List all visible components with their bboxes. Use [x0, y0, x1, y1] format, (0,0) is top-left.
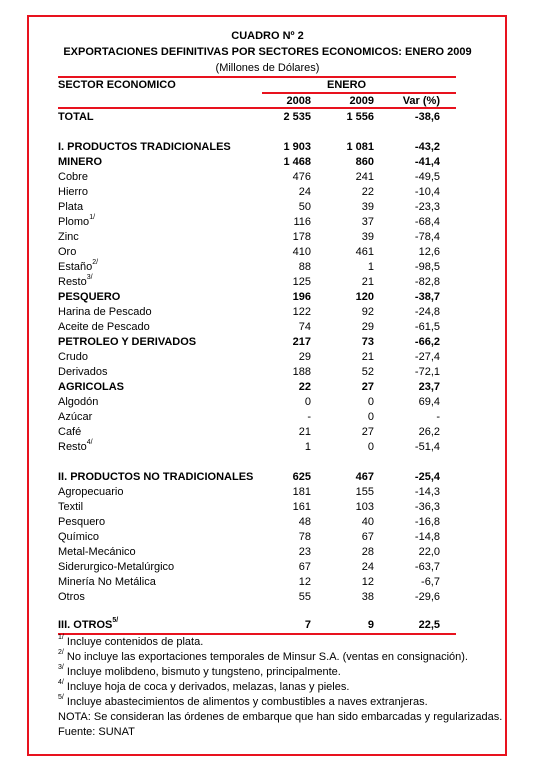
value-2008: 29: [298, 351, 311, 363]
header-top-rule: [58, 76, 456, 78]
value-var: -16,8: [414, 516, 440, 528]
footnote: [58, 636, 203, 648]
footnote-marker: 1/: [58, 634, 64, 641]
table-row: [58, 246, 442, 260]
value-var: -24,8: [414, 306, 440, 318]
header-2009: 2009: [349, 95, 374, 107]
table-row: [58, 471, 442, 485]
value-2009: 21: [361, 351, 374, 363]
footnote-marker: 3/: [58, 664, 64, 671]
value-2009: 38: [361, 591, 374, 603]
table-row: [58, 396, 442, 410]
value-2008: 217: [292, 336, 311, 348]
table-row: [58, 156, 442, 170]
value-2009: 21: [361, 276, 374, 288]
table-row: [58, 276, 442, 290]
value-2008: 0: [304, 396, 311, 408]
table-row: [58, 619, 442, 633]
row-label: Aceite de Pescado: [58, 321, 150, 333]
value-2008: 78: [298, 531, 311, 543]
value-var: 22,0: [418, 546, 440, 558]
footnote: [58, 651, 468, 663]
table-row: [58, 576, 442, 590]
table-row: [58, 291, 442, 305]
value-2008: 55: [298, 591, 311, 603]
row-label: Café: [58, 426, 82, 438]
value-2009: 860: [355, 156, 374, 168]
value-var: -43,2: [414, 141, 440, 153]
table-row: [58, 486, 442, 500]
row-footnote-marker: 3/: [86, 274, 93, 281]
value-var: -23,3: [414, 201, 440, 213]
table-row: [58, 381, 442, 395]
row-label: Zinc: [58, 231, 79, 243]
value-2009: 467: [355, 471, 374, 483]
value-2008: 178: [292, 231, 311, 243]
value-2008: 122: [292, 306, 311, 318]
row-label: Resto$^{4/}$: [58, 439, 93, 453]
table-row: [58, 111, 442, 125]
value-2009: 241: [355, 171, 374, 183]
table-bottom-rule: [58, 633, 456, 635]
value-2008: 116: [293, 216, 311, 228]
value-2008: 48: [298, 516, 311, 528]
table-row: [58, 426, 442, 440]
value-var: 12,6: [418, 246, 440, 258]
value-var: -72,1: [414, 366, 440, 378]
value-2009: 29: [361, 321, 374, 333]
value-var: -36,3: [414, 501, 440, 513]
value-2008: 125: [292, 276, 311, 288]
table-row: [58, 531, 442, 545]
value-2008: 188: [292, 366, 311, 378]
table-row: [58, 366, 442, 380]
table-row: [58, 546, 442, 560]
row-label: Estaño$^{2/}$: [58, 259, 99, 273]
table-row: [58, 261, 442, 275]
value-var: 26,2: [418, 426, 440, 438]
table-units: (Millones de Dólares): [215, 62, 320, 74]
table-number: CUADRO Nº 2: [231, 30, 304, 42]
row-label: Derivados: [58, 366, 108, 378]
header-sector: SECTOR ECONOMICO: [58, 79, 176, 91]
value-var: -29,6: [414, 591, 440, 603]
table-row: [58, 201, 442, 215]
value-2009: 0: [367, 441, 374, 453]
table-row: [58, 351, 442, 365]
value-2009: 120: [355, 291, 374, 303]
header-period-rule: [262, 92, 456, 94]
value-var: -: [436, 411, 440, 423]
table-row: [58, 321, 442, 335]
value-2009: 28: [361, 546, 374, 558]
row-label: Textil: [58, 501, 84, 513]
table-row: [58, 561, 442, 575]
row-label: Azúcar: [58, 411, 93, 423]
value-2009: 0: [367, 396, 374, 408]
value-var: -25,4: [414, 471, 440, 483]
row-label: III. $OTROS^{5/}$: [58, 617, 119, 631]
value-2009: 40: [361, 516, 374, 528]
row-label: MINERO: [58, 156, 102, 168]
footnote-text: Incluye contenidos de plata.: [63, 636, 204, 648]
footnote: [58, 711, 502, 723]
row-label: AGRICOLAS: [58, 381, 124, 393]
row-label: PETROLEO Y DERIVADOS: [58, 336, 197, 348]
value-2009: 1 081: [346, 141, 374, 153]
value-var: 69,4: [418, 396, 440, 408]
value-var: -78,4: [414, 231, 440, 243]
value-2008: -: [307, 411, 311, 423]
value-2009: 27: [361, 381, 374, 393]
row-label: Resto$^{3/}$: [58, 274, 93, 288]
value-2008: 410: [292, 246, 311, 258]
row-label: Oro: [58, 246, 77, 258]
value-2008: 1 903: [283, 141, 311, 153]
table-row: [58, 216, 442, 230]
value-2009: 103: [355, 501, 374, 513]
row-label: Siderurgico-Metalúrgico: [58, 561, 175, 573]
footnote-marker: 2/: [58, 649, 64, 656]
row-label: TOTAL: [58, 111, 94, 123]
value-var: -38,7: [414, 291, 440, 303]
value-2008: 24: [298, 186, 311, 198]
value-2008: 1 468: [283, 156, 311, 168]
value-2008: 1: [304, 441, 311, 453]
value-2008: 22: [298, 381, 311, 393]
table-row: [58, 336, 442, 350]
value-var: -51,4: [414, 441, 440, 453]
value-2008: 88: [298, 261, 311, 273]
value-2009: 1: [367, 261, 374, 273]
table-row: [58, 186, 442, 200]
row-label: Plomo$^{1/}$: [58, 214, 96, 228]
value-2009: 67: [361, 531, 374, 543]
row-label: Hierro: [58, 186, 88, 198]
value-2008: 23: [298, 546, 311, 558]
header-2008: 2008: [286, 95, 311, 107]
value-var: -66,2: [414, 336, 440, 348]
value-2008: 625: [292, 471, 311, 483]
row-label: Metal-Mecánico: [58, 546, 136, 558]
table-row: [58, 171, 442, 185]
table-row: [58, 501, 442, 515]
value-var: -98,5: [414, 261, 440, 273]
value-2008: 67: [298, 561, 311, 573]
row-footnote-marker: 4/: [86, 439, 93, 446]
value-var: -63,7: [414, 561, 440, 573]
footnote: [58, 696, 428, 708]
value-2008: 7: [304, 619, 311, 631]
header-period: ENERO: [327, 79, 367, 91]
value-var: -27,4: [414, 351, 440, 363]
row-footnote-marker: 2/: [92, 259, 99, 266]
table-row: [58, 231, 442, 245]
footnote-text: NOTA: Se consideran las órdenes de embarque que han sido embarcadas y regularizadas.: [58, 711, 503, 723]
value-2009: 461: [355, 246, 374, 258]
value-var: -14,8: [414, 531, 440, 543]
value-2009: 12: [361, 576, 374, 588]
table-row: [58, 441, 442, 455]
table-row: [58, 306, 442, 320]
value-2009: 73: [361, 336, 374, 348]
table-row: [58, 591, 442, 605]
table-row: [58, 516, 442, 530]
footnote-text: Fuente: SUNAT: [58, 726, 135, 738]
value-var: -68,4: [414, 216, 440, 228]
header-bottom-rule: [58, 107, 456, 109]
value-2009: 24: [361, 561, 374, 573]
footnote: [58, 681, 349, 693]
row-footnote-marker: 5/: [112, 617, 119, 624]
footnote-marker: 4/: [58, 679, 64, 686]
row-label: Otros: [58, 591, 85, 603]
value-2009: 22: [361, 186, 374, 198]
footnote-marker: 5/: [58, 694, 64, 701]
value-2009: 0: [367, 411, 374, 423]
value-2008: 50: [298, 201, 311, 213]
table-title: EXPORTACIONES DEFINITIVAS POR SECTORES ECONOMICOS: ENERO 2009: [63, 46, 472, 58]
value-var: -49,5: [414, 171, 440, 183]
table-row: [58, 411, 442, 425]
value-2009: 37: [361, 216, 374, 228]
row-label: Agropecuario: [58, 486, 124, 498]
value-2009: 92: [361, 306, 374, 318]
value-2009: 27: [361, 426, 374, 438]
row-label: PESQUERO: [58, 291, 121, 303]
value-2008: 181: [292, 486, 311, 498]
value-2008: 74: [298, 321, 311, 333]
value-var: -38,6: [414, 111, 440, 123]
table-row: [58, 141, 442, 155]
value-2008: 476: [292, 171, 311, 183]
value-var: -10,4: [414, 186, 440, 198]
value-2009: 155: [355, 486, 374, 498]
value-var: -41,4: [414, 156, 440, 168]
row-label: Químico: [58, 531, 99, 543]
footnote: [58, 726, 135, 738]
row-footnote-marker: 1/: [89, 214, 96, 221]
value-2008: 21: [298, 426, 311, 438]
row-label: I. PRODUCTOS TRADICIONALES: [58, 141, 231, 153]
footnote: [58, 666, 341, 678]
value-2009: 1 556: [346, 111, 374, 123]
value-var: 23,7: [418, 381, 440, 393]
row-label: Crudo: [58, 351, 88, 363]
value-2009: 52: [361, 366, 374, 378]
footnote-text: Incluye hoja de coca y derivados, melazas, lanas y pieles.: [63, 681, 350, 693]
value-2009: 9: [367, 619, 374, 631]
row-label: Pesquero: [58, 516, 106, 528]
value-var: 22,5: [418, 619, 440, 631]
footnote-text: Incluye molibdeno, bismuto y tungsteno, principalmente.: [63, 666, 341, 678]
header-var: Var (%): [402, 95, 440, 107]
value-2008: 196: [292, 291, 311, 303]
value-2008: 161: [292, 501, 311, 513]
value-var: -82,8: [414, 276, 440, 288]
row-label: Cobre: [58, 171, 88, 183]
row-label: Harina de Pescado: [58, 306, 152, 318]
value-var: -61,5: [414, 321, 440, 333]
value-2009: 39: [361, 231, 374, 243]
value-2008: 12: [298, 576, 311, 588]
value-2009: 39: [361, 201, 374, 213]
row-label: II. PRODUCTOS NO TRADICIONALES: [58, 471, 254, 483]
row-label: Minería No Metálica: [58, 576, 156, 588]
row-label: Plata: [58, 201, 84, 213]
footnote-text: No incluye las exportaciones temporales de Minsur S.A. (ventas en consignación).: [63, 651, 468, 663]
footnote-text: Incluye abastecimientos de alimentos y combustibles a naves extranjeras.: [63, 696, 428, 708]
value-var: -14,3: [414, 486, 440, 498]
row-label: Algodón: [58, 396, 99, 408]
value-2008: 2 535: [283, 111, 311, 123]
value-var: -6,7: [421, 576, 440, 588]
